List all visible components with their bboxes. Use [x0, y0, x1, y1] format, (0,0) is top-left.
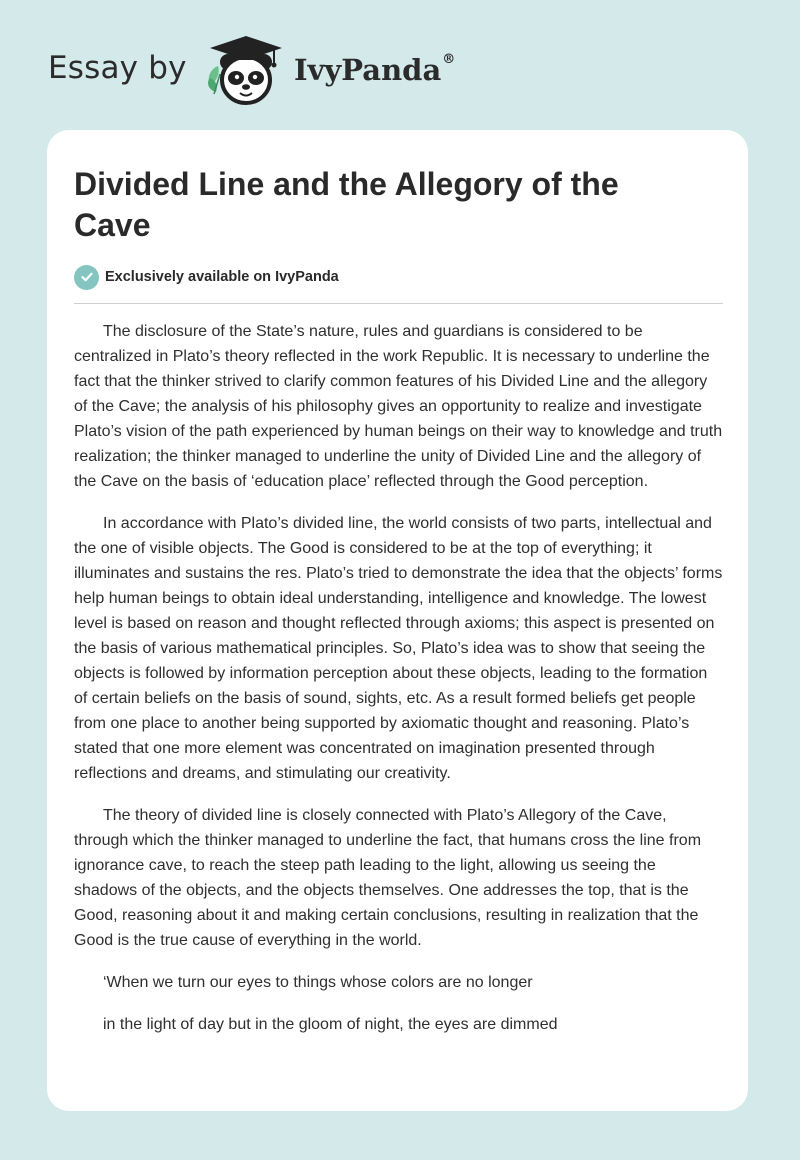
- paragraph: The theory of divided line is closely connected with Plato’s Allegory of the Cave, through which the thinker managed to underline the fact, that humans cross the line from ignorance cave, to reach the steep path leading to the light, allowing us seeing the shadows of the objects, and the objects themselves. One addresses the top, that is the Good, reasoning about it and making certain conclusions, resulting in realization that the Good is the true cause of everything in the world.: [74, 807, 702, 949]
- quote-line: in the light of day but in the gloom of night, the eyes are dimmed: [103, 1016, 558, 1033]
- checkmark-icon: [74, 265, 99, 290]
- essay-body: [74, 319, 723, 1054]
- site-header: [48, 34, 568, 114]
- page-title: Divided Line and the Allegory of the Cave: [74, 166, 619, 243]
- essay-by-label: Essay by: [48, 50, 187, 86]
- registered-mark: ®: [442, 52, 456, 68]
- paragraph: In accordance with Plato’s divided line, the world consists of two parts, intellectual and the one of visible objects. The Good is considered to be at the top of everything; it illuminates and sustains the res. Plato’s tried to demonstrate the idea that the objects’ forms help human beings to obtain ideal understanding, intelligence and knowledge. The lowest level is based on reason and thought reflected through axioms; this aspect is presented on the basis of various mathematical principles. So, Plato’s idea was to show that seeing the objects is followed by information perception about these objects, leading to the formation of certain beliefs on the basis of sound, sights, etc. As a result formed beliefs get people from one place to another being supported by axiomatic thought and reasoning. Plato’s stated that one more element was concentrated on imagination presented through reflections and dreams, and stimulating our creativity.: [74, 515, 723, 782]
- exclusive-label: Exclusively available on IvyPanda: [105, 269, 339, 285]
- exclusive-badge: [74, 264, 339, 290]
- essay-card: [47, 130, 748, 1111]
- paragraph: The disclosure of the State’s nature, rules and guardians is considered to be centralized in Plato’s theory reflected in the work Republic. It is necessary to underline the fact that the thinker strived to clarify common features of his Divided Line and the allegory of the Cave; the analysis of his philosophy gives an opportunity to realize and investigate Plato’s vision of the path experienced by human beings on their way to knowledge and truth realization; the thinker managed to underline the unity of Divided Line and the allegory of the Cave on the basis of ‘education place’ reflected through the Good perception.: [74, 323, 723, 490]
- panda-graduation-cap-icon[interactable]: [202, 34, 286, 110]
- quote-line: ‘When we turn our eyes to things whose colors are no longer: [103, 974, 533, 991]
- divider: [74, 303, 723, 304]
- brand-name[interactable]: IvyPanda®: [294, 52, 456, 87]
